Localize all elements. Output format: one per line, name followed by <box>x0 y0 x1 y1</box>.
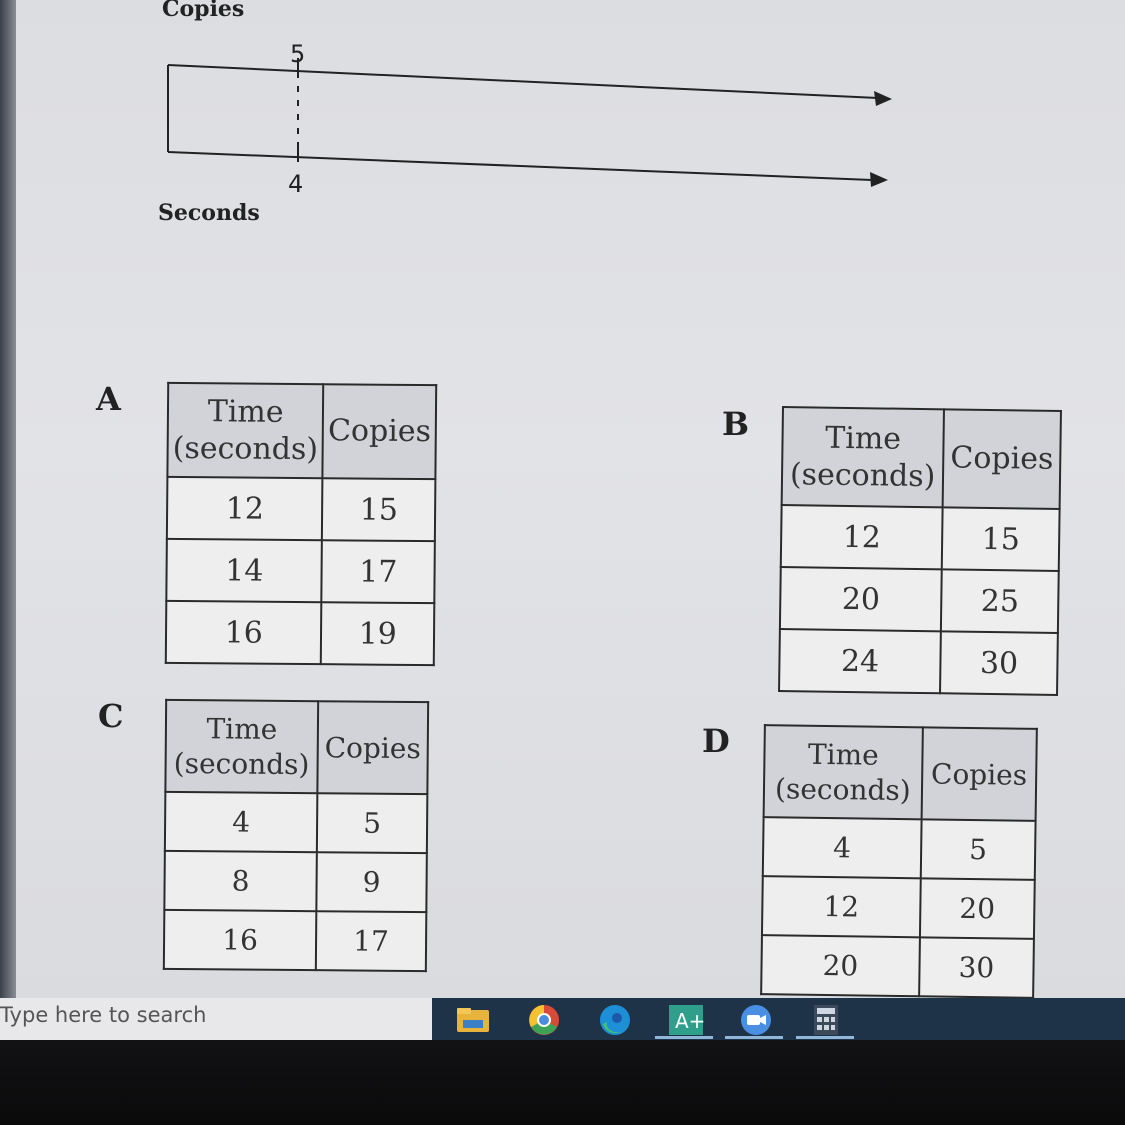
copies-cell: 25 <box>941 569 1059 633</box>
time-cell: 20 <box>780 567 942 631</box>
copies-cell: 9 <box>316 852 427 912</box>
copies-cell: 30 <box>940 631 1058 695</box>
edge-icon[interactable] <box>597 1004 633 1036</box>
time-cell: 12 <box>167 477 323 540</box>
header-time: Time (seconds) <box>165 700 318 793</box>
header-copies: Copies <box>943 409 1061 509</box>
copies-cell: 19 <box>321 602 434 665</box>
taskbar <box>0 998 1125 1040</box>
calculator-icon[interactable] <box>808 1004 844 1036</box>
time-cell: 14 <box>166 539 322 602</box>
header-copies: Copies <box>921 727 1037 821</box>
time-cell: 8 <box>164 851 316 911</box>
copies-arrowhead <box>874 91 892 106</box>
copies-cell: 5 <box>921 819 1036 880</box>
svg-text:A+: A+ <box>675 1009 704 1033</box>
seconds-number-line <box>168 152 872 180</box>
table-row <box>763 817 1036 880</box>
option-letter-c[interactable]: C <box>98 697 124 735</box>
copies-cell: 20 <box>920 878 1035 939</box>
copies-axis-label: Copies <box>162 0 245 22</box>
time-cell: 12 <box>762 876 921 937</box>
copies-cell: 15 <box>322 478 435 541</box>
copies-cell: 5 <box>317 793 428 853</box>
time-cell: 4 <box>763 817 922 878</box>
option-d-table[interactable] <box>760 724 1038 998</box>
option-letter-d[interactable]: D <box>702 722 730 760</box>
zoom-icon[interactable] <box>738 1004 774 1036</box>
header-time: Time (seconds) <box>167 383 323 478</box>
copies-cell: 15 <box>942 507 1060 571</box>
active-app-indicator <box>796 1036 854 1039</box>
header-time: Time (seconds) <box>764 725 923 819</box>
option-letter-a[interactable]: A <box>96 380 121 418</box>
time-cell: 16 <box>166 601 322 664</box>
time-cell: 12 <box>781 505 943 569</box>
active-app-indicator <box>655 1036 713 1039</box>
monitor-bezel <box>0 1040 1125 1125</box>
copies-cell: 17 <box>322 540 435 603</box>
file-explorer-icon[interactable] <box>455 1004 491 1036</box>
copies-number-line <box>168 65 878 98</box>
table-row <box>167 477 436 541</box>
copies-cell: 17 <box>316 911 427 971</box>
table-row <box>164 910 427 971</box>
app-aplus-icon[interactable] <box>668 1004 704 1036</box>
option-b-table[interactable] <box>778 406 1062 696</box>
table-row <box>779 629 1058 695</box>
seconds-arrowhead <box>870 172 888 187</box>
table-row <box>164 851 427 912</box>
option-c-table[interactable] <box>163 699 429 972</box>
taskbar-search-input[interactable]: Type here to search <box>0 998 432 1040</box>
copies-tick-value: 5 <box>290 40 306 68</box>
table-row <box>780 567 1059 633</box>
double-number-line <box>150 30 910 200</box>
time-cell: 24 <box>779 629 941 693</box>
time-cell: 4 <box>165 792 317 852</box>
option-a-table[interactable] <box>165 382 437 666</box>
table-row <box>165 792 428 853</box>
table-row <box>166 539 435 603</box>
copies-cell: 30 <box>919 937 1034 998</box>
time-cell: 20 <box>761 935 920 996</box>
table-row <box>762 876 1035 939</box>
table-row <box>166 601 435 665</box>
seconds-axis-label: Seconds <box>158 200 260 226</box>
option-letter-b[interactable]: B <box>722 405 750 443</box>
table-row <box>781 505 1060 571</box>
header-copies: Copies <box>317 701 428 794</box>
time-cell: 16 <box>164 910 316 970</box>
screen-bezel-edge <box>0 0 16 998</box>
table-row <box>761 935 1034 998</box>
header-copies: Copies <box>323 384 436 479</box>
active-app-indicator <box>725 1036 783 1039</box>
seconds-tick-value: 4 <box>288 170 304 198</box>
header-time: Time (seconds) <box>782 407 945 507</box>
chrome-icon[interactable] <box>526 1004 562 1036</box>
